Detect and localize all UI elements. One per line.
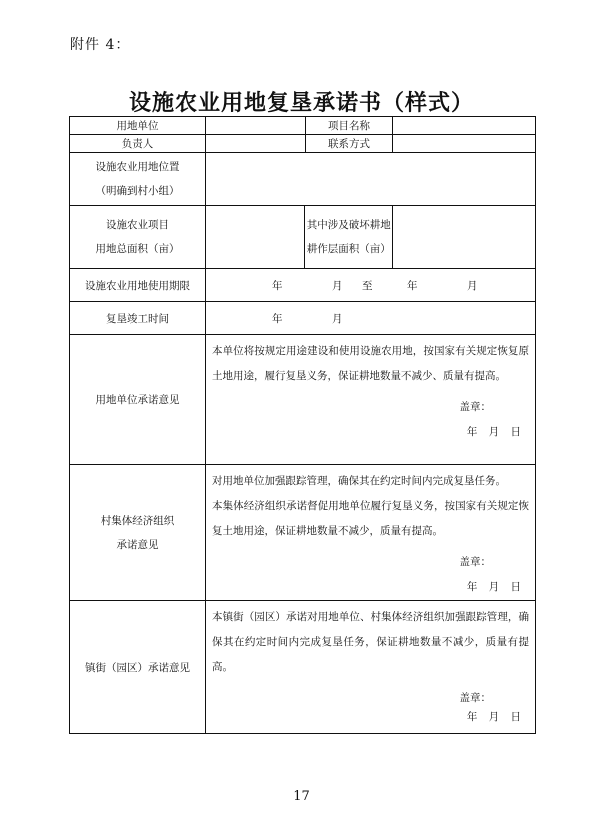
- town-commitment-cell: [206, 601, 536, 734]
- location-label-line1: 设施农业用地位置: [95, 161, 180, 173]
- location-label: [70, 153, 206, 206]
- village-seal-label: 盖章：: [459, 556, 491, 568]
- responsible-person-label: 负责人: [70, 135, 206, 153]
- table-row: [70, 153, 536, 206]
- table-row: [70, 302, 536, 335]
- document-title: 设施农业用地复垦承诺书（样式）: [128, 90, 474, 116]
- land-unit-field[interactable]: [206, 117, 306, 135]
- town-date-label: 年 月 日: [466, 711, 521, 723]
- usage-period-field[interactable]: [206, 269, 536, 302]
- completion-year: 年: [272, 312, 283, 325]
- village-date-label: 年 月 日: [466, 581, 521, 593]
- period-end-month: 月: [467, 279, 478, 292]
- total-area-label-line1: 设施农业项目: [106, 219, 169, 231]
- completion-month: 月: [332, 312, 343, 325]
- location-field[interactable]: [206, 153, 536, 206]
- location-label-line2: （明确到村小组）: [95, 185, 180, 197]
- table-row: [70, 335, 536, 465]
- damaged-tillage-label-line1: 其中涉及破坏耕地: [306, 219, 391, 231]
- usage-period-label: 设施农业用地使用期限: [70, 269, 206, 302]
- unit-commitment-text: 本单位将按规定用途建设和使用设施农用地，按国家有关规定恢复原土地用途，履行复垦义务，保证耕地数量不减少、质量有提高。: [212, 345, 529, 382]
- damaged-tillage-label-line2: 耕作层面积（亩）: [306, 243, 391, 255]
- unit-commitment-cell: [206, 335, 536, 465]
- contact-field[interactable]: [393, 135, 536, 153]
- table-row: [70, 465, 536, 601]
- total-area-field[interactable]: [206, 206, 393, 269]
- village-commitment-label: [70, 465, 206, 601]
- total-area-label-line2: 用地总面积（亩）: [95, 243, 180, 255]
- village-commitment-text-2: 本集体经济组织承诺督促用地单位履行复垦义务，按国家有关规定恢复土地用途，保证耕地数量不减少，质量有提高。: [212, 500, 529, 537]
- table-row: [70, 117, 536, 135]
- period-start-month: 月: [332, 279, 343, 292]
- project-name-field[interactable]: [393, 117, 536, 135]
- page-number: 17: [293, 789, 310, 804]
- damaged-tillage-area-label: [304, 206, 392, 268]
- completion-time-label: 复垦竣工时间: [70, 302, 206, 335]
- completion-time-field[interactable]: [206, 302, 536, 335]
- land-unit-label: 用地单位: [70, 117, 206, 135]
- period-start-year: 年: [272, 279, 283, 292]
- responsible-person-field[interactable]: [206, 135, 306, 153]
- unit-commitment-label: 用地单位承诺意见: [70, 335, 206, 465]
- attachment-label: 附件 4：: [70, 37, 131, 53]
- period-to: 至: [362, 279, 373, 292]
- commitment-form-table: [69, 116, 536, 734]
- table-row: [70, 601, 536, 734]
- period-end-year: 年: [407, 279, 418, 292]
- village-commitment-text-1: 对用地单位加强跟踪管理，确保其在约定时间内完成复垦任务。: [212, 475, 506, 487]
- village-commitment-label-line1: 村集体经济组织: [100, 514, 175, 527]
- unit-seal-label: 盖章：: [459, 401, 491, 413]
- village-commitment-label-line2: 承诺意见: [116, 538, 159, 551]
- town-commitment-label: 镇街（园区）承诺意见: [70, 601, 206, 734]
- table-row: [70, 206, 536, 269]
- town-commitment-text: 本镇街（园区）承诺对用地单位、村集体经济组织加强跟踪管理，确保其在约定时间内完成复垦任务，保证耕地数量不减少，质量有提高。: [212, 611, 529, 673]
- total-area-label: [70, 206, 206, 269]
- damaged-tillage-area-field[interactable]: [393, 206, 536, 269]
- project-name-label: 项目名称: [306, 117, 393, 135]
- village-commitment-cell: [206, 465, 536, 601]
- table-row: [70, 135, 536, 153]
- town-seal-label: 盖章：: [459, 692, 491, 704]
- unit-date-label: 年 月 日: [466, 426, 521, 438]
- contact-label: 联系方式: [306, 135, 393, 153]
- table-row: [70, 269, 536, 302]
